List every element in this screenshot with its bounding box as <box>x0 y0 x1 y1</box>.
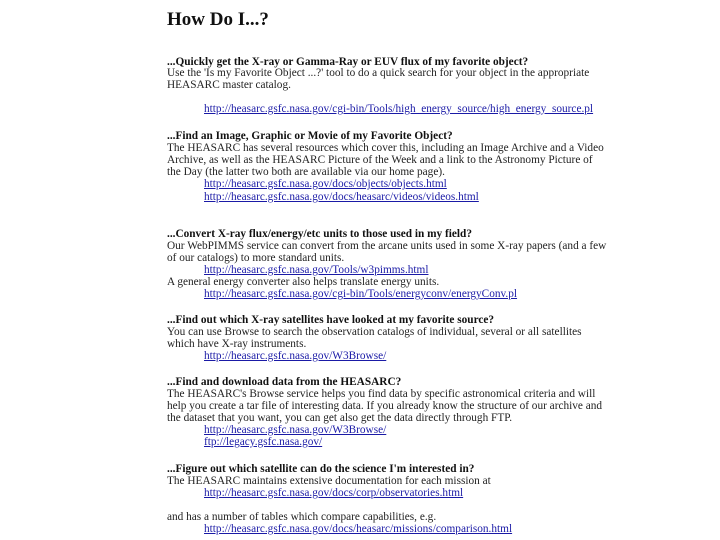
page-title: How Do I...? <box>167 9 269 30</box>
resource-link[interactable]: http://heasarc.gsfc.nasa.gov/W3Browse/ <box>204 350 387 362</box>
question-heading: ...Find an Image, Graphic or Movie of my Favorite Object? <box>167 130 453 142</box>
resource-link[interactable]: http://heasarc.gsfc.nasa.gov/docs/corp/observatories.html <box>204 487 464 499</box>
answer-text: HEASARC master catalog. <box>167 79 291 91</box>
resource-link[interactable]: http://heasarc.gsfc.nasa.gov/Tools/w3pimms.html <box>204 264 429 276</box>
resource-link[interactable]: http://heasarc.gsfc.nasa.gov/cgi-bin/Tools/energyconv/energyConv.pl <box>204 288 518 300</box>
resource-link[interactable]: http://heasarc.gsfc.nasa.gov/docs/heasarc/missions/comparison.html <box>204 523 513 535</box>
question-heading: ...Figure out which satellite can do the science I'm interested in? <box>167 463 475 475</box>
answer-text: The HEASARC's Browse service helps you find data by specific astronomical criteria and will <box>167 388 596 400</box>
answer-text: The HEASARC has several resources which cover this, including an Image Archive and a Video <box>167 142 604 154</box>
resource-link[interactable]: http://heasarc.gsfc.nasa.gov/W3Browse/ <box>204 424 387 436</box>
answer-text: which have X-ray instruments. <box>167 338 307 350</box>
answer-text: and has a number of tables which compare capabilities, e.g. <box>167 511 437 523</box>
question-heading: ...Find out which X-ray satellites have looked at my favorite source? <box>167 314 495 326</box>
question-heading: ...Convert X-ray flux/energy/etc units to those used in my field? <box>167 228 472 240</box>
resource-link[interactable]: ftp://legacy.gsfc.nasa.gov/ <box>204 436 323 448</box>
answer-text: Our WebPIMMS service can convert from the arcane units used in some X-ray papers (and a few <box>167 240 607 252</box>
answer-text: A general energy converter also helps translate energy units. <box>167 276 440 288</box>
answer-text: Archive, as well as the HEASARC Picture of the Week and a link to the Astronomy Picture of <box>167 154 593 166</box>
answer-text: You can use Browse to search the observation catalogs of individual, several or all satellites <box>167 326 582 338</box>
resource-link[interactable]: http://heasarc.gsfc.nasa.gov/docs/objects/objects.html <box>204 178 447 190</box>
answer-text: of our catalogs) to more standard units. <box>167 252 345 264</box>
answer-text: The HEASARC maintains extensive documentation for each mission at <box>167 475 491 487</box>
answer-text: the dataset that you want, you can get also get the data directly through FTP. <box>167 412 513 424</box>
question-heading: ...Find and download data from the HEASARC? <box>167 376 402 388</box>
resource-link[interactable]: http://heasarc.gsfc.nasa.gov/docs/heasarc/videos/videos.html <box>204 191 479 203</box>
answer-text: help you create a tar file of interesting data. If you already know the structure of our archive and <box>167 400 603 412</box>
resource-link[interactable]: http://heasarc.gsfc.nasa.gov/cgi-bin/Tools/high_energy_source/high_energy_source.pl <box>204 103 594 115</box>
question-heading: ...Quickly get the X-ray or Gamma-Ray or EUV flux of my favorite object? <box>167 56 529 68</box>
answer-text: Use the 'Is my Favorite Object ...?' tool to do a quick search for your object in the appropriate <box>167 67 590 79</box>
answer-text: the Day (the latter two both are available via our home page). <box>167 166 445 178</box>
